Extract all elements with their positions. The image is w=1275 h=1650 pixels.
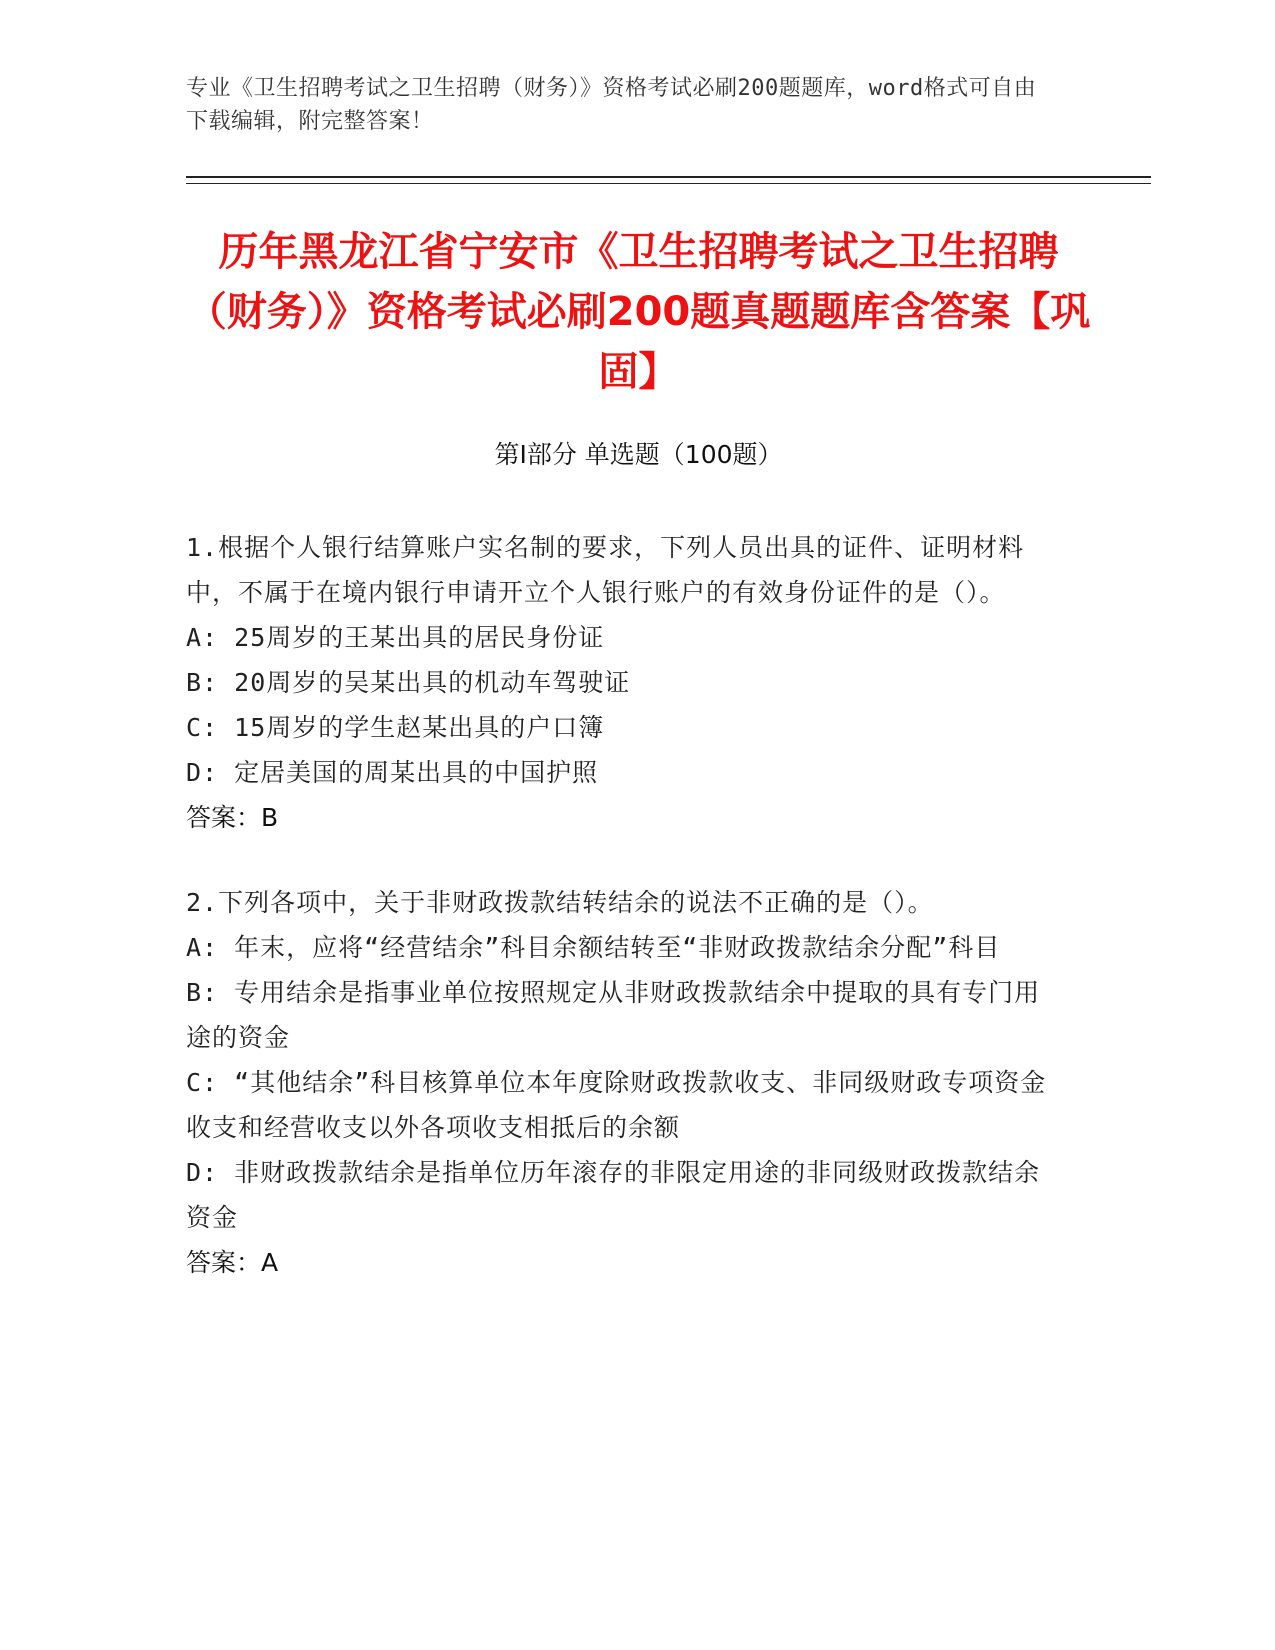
- answer: 答案：A: [186, 1248, 279, 1277]
- question-text: 1.根据个人银行结算账户实名制的要求，下列人员出具的证件、证明材料中，不属于在境内银行申请开立个人银行账户的有效身份证件的是（）。: [186, 533, 1025, 607]
- header-divider-thin: [186, 183, 1151, 184]
- question-list: [186, 525, 1066, 1325]
- header-divider-thick: [186, 176, 1151, 178]
- option-a: A: 年末，应将“经营结余”科目余额结转至“非财政拨款结余分配”科目: [186, 933, 1001, 962]
- question-1: [186, 525, 1066, 840]
- header-note: 专业《卫生招聘考试之卫生招聘（财务）》资格考试必刷200题题库，word格式可自由下载编辑，附完整答案！: [186, 76, 1037, 134]
- option-a: A: 25周岁的王某出具的居民身份证: [186, 623, 605, 652]
- option-d: D: 定居美国的周某出具的中国护照: [186, 758, 599, 787]
- option-c: C: “其他结余”科目核算单位本年度除财政拨款收支、非同级财政专项资金收支和经营收支以外各项收支相抵后的余额: [186, 1068, 1047, 1142]
- question-2: [186, 880, 1066, 1285]
- option-d: D: 非财政拨款结余是指单位历年滚存的非限定用途的非同级财政拨款结余资金: [186, 1158, 1041, 1232]
- option-b: B: 专用结余是指事业单位按照规定从非财政拨款结余中提取的具有专门用途的资金: [186, 978, 1041, 1052]
- question-text: 2.下列各项中，关于非财政拨款结转结余的说法不正确的是（）。: [186, 888, 934, 917]
- option-c: C: 15周岁的学生赵某出具的户口簿: [186, 713, 605, 742]
- section-heading: 第Ⅰ部分 单选题（100题）: [494, 440, 783, 469]
- document-title: 历年黑龙江省宁安市《卫生招聘考试之卫生招聘（财务）》资格考试必刷200题真题题库含答案【巩固】: [186, 229, 1091, 395]
- answer: 答案：B: [186, 803, 279, 832]
- option-b: B: 20周岁的吴某出具的机动车驾驶证: [186, 668, 631, 697]
